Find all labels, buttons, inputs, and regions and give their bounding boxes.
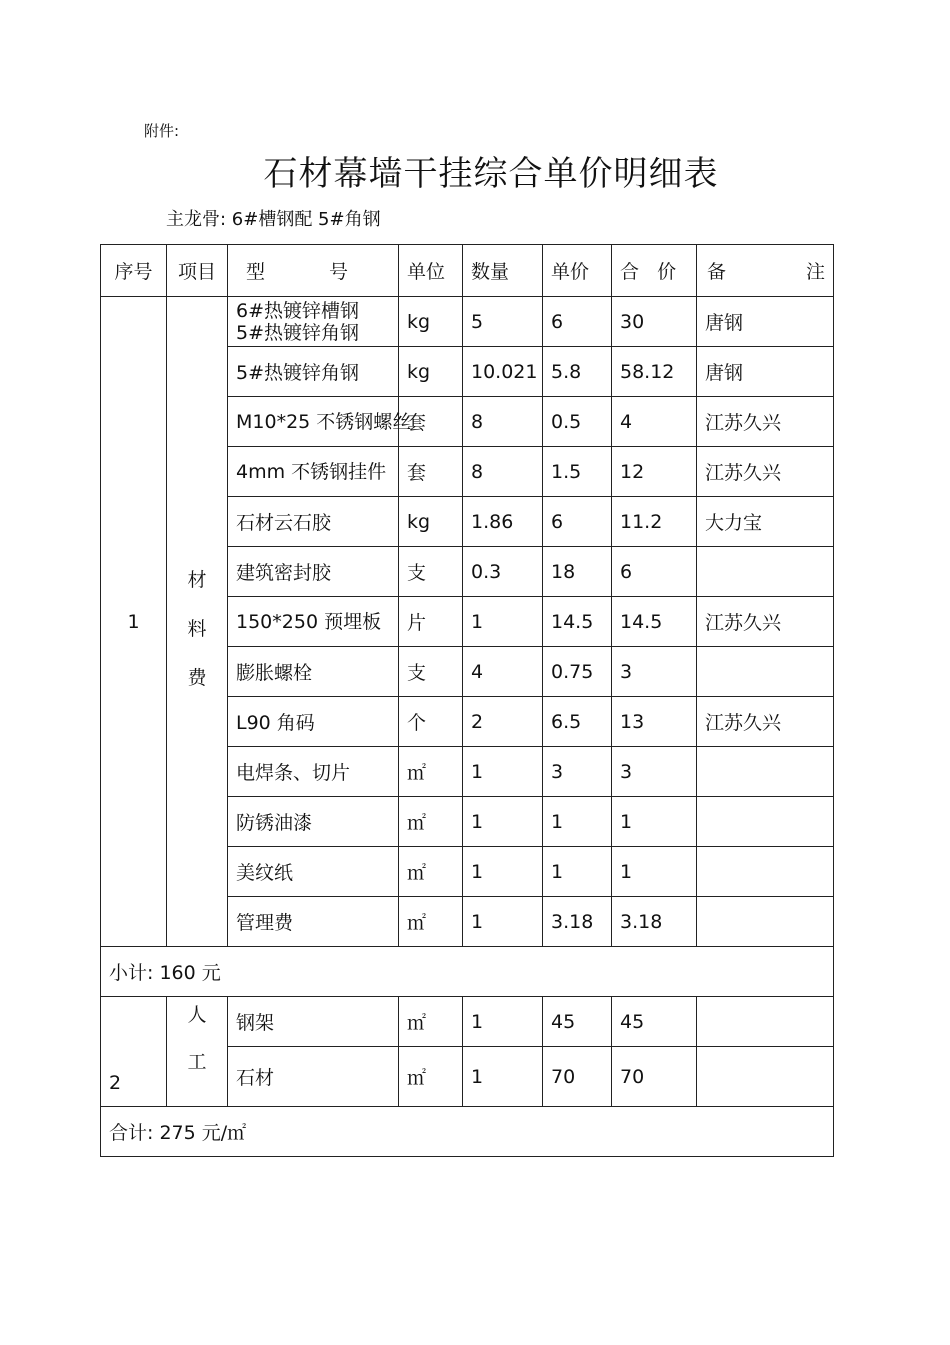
model-cell [228, 297, 399, 347]
item-char: 料 [187, 618, 207, 640]
qty-cell: 1 [463, 597, 543, 647]
qty-cell: 1 [463, 797, 543, 847]
remark-cell [697, 997, 834, 1047]
item-char: 人 [187, 1003, 207, 1026]
attachment-label: 附件: [144, 122, 180, 140]
price-cell: 70 [543, 1047, 612, 1107]
unit-cell [399, 397, 463, 447]
model-line: 电焊条、切片 [236, 762, 351, 784]
model-line: 美纹纸 [236, 862, 294, 884]
qty-cell: 4 [463, 647, 543, 697]
price-cell: 6.5 [543, 697, 612, 747]
subtotal-cell: 小计: 160 元 [101, 947, 834, 997]
item-cell [167, 297, 228, 947]
qty-cell: 1 [463, 747, 543, 797]
model-line: 6#热镀锌槽钢 [236, 299, 360, 322]
table-row [101, 997, 834, 1047]
unit-cell [399, 997, 463, 1047]
model-cell [228, 397, 412, 447]
total-cell: 1 [612, 847, 697, 897]
qty-cell: 2 [463, 697, 543, 747]
model-cell [228, 1047, 399, 1107]
header-item: 项目 [167, 245, 228, 297]
remark-cell: 大力宝 [697, 497, 834, 547]
model-cell [228, 897, 399, 947]
total-cell: 70 [612, 1047, 697, 1107]
header-model [228, 245, 399, 297]
price-table [100, 244, 834, 1157]
unit-cell [399, 847, 463, 897]
qty-cell: 1 [463, 847, 543, 897]
price-cell: 6 [543, 297, 612, 347]
header-total-b: 价 [657, 261, 677, 283]
model-cell [228, 747, 399, 797]
model-cell [228, 797, 399, 847]
unit-cell [399, 647, 463, 697]
price-cell: 1.5 [543, 447, 612, 497]
total-cell: 1 [612, 797, 697, 847]
remark-cell: 江苏久兴 [697, 397, 834, 447]
price-cell: 5.8 [543, 347, 612, 397]
subtotal-row [101, 947, 834, 997]
remark-cell: 唐钢 [697, 297, 834, 347]
unit-value: 支 [407, 662, 427, 684]
qty-cell: 8 [463, 447, 543, 497]
unit-value: ㎡ [407, 812, 427, 834]
total-cell: 14.5 [612, 597, 697, 647]
remark-cell [697, 897, 834, 947]
model-cell [228, 597, 399, 647]
model-line: 防锈油漆 [236, 812, 313, 834]
header-remark-a: 备 [707, 261, 727, 283]
model-cell [228, 997, 399, 1047]
item-char: 材 [187, 569, 207, 591]
price-cell: 1 [543, 797, 612, 847]
price-cell: 18 [543, 547, 612, 597]
model-line: 管理费 [236, 912, 294, 934]
price-cell: 0.75 [543, 647, 612, 697]
unit-cell [399, 747, 463, 797]
price-cell: 1 [543, 847, 612, 897]
total-cell: 45 [612, 997, 697, 1047]
total-cell: 3 [612, 647, 697, 697]
seq-cell: 2 [101, 997, 167, 1107]
remark-cell [697, 1047, 834, 1107]
total-cell: 58.12 [612, 347, 697, 397]
unit-cell [399, 697, 463, 747]
total-cell: 4 [612, 397, 697, 447]
total-cell: 30 [612, 297, 697, 347]
remark-cell: 唐钢 [697, 347, 834, 397]
header-model-a: 型 [246, 261, 266, 283]
total-cell: 11.2 [612, 497, 697, 547]
remark-cell: 江苏久兴 [697, 447, 834, 497]
model-cell [228, 847, 399, 897]
item-char: 费 [187, 667, 207, 689]
unit-cell [399, 797, 463, 847]
qty-cell: 8 [463, 397, 543, 447]
unit-cell [399, 1047, 463, 1107]
qty-cell: 1 [463, 1047, 543, 1107]
unit-value: ㎡ [407, 1067, 427, 1089]
model-cell [228, 647, 399, 697]
price-cell: 45 [543, 997, 612, 1047]
qty-cell: 0.3 [463, 547, 543, 597]
unit-cell [399, 547, 463, 597]
header-total [612, 245, 697, 297]
qty-cell: 1 [463, 997, 543, 1047]
model-line: 石材 [236, 1067, 275, 1089]
unit-value: ㎡ [407, 762, 427, 784]
unit-cell [399, 597, 463, 647]
table-row [101, 297, 834, 347]
unit-cell [399, 347, 463, 397]
header-qty: 数量 [463, 245, 543, 297]
item-label [175, 565, 219, 690]
item-char: 工 [187, 1050, 207, 1073]
model-line: L90 角码 [236, 712, 315, 734]
unit-value: kg [407, 360, 431, 383]
remark-cell: 江苏久兴 [697, 697, 834, 747]
unit-cell [399, 897, 463, 947]
header-seq: 序号 [101, 245, 167, 297]
total-cell: 3.18 [612, 897, 697, 947]
unit-value: 套 [407, 412, 427, 434]
header-total-a: 合 [620, 261, 640, 283]
grand-total-cell: 合计: 275 元/㎡ [101, 1107, 834, 1157]
total-cell: 6 [612, 547, 697, 597]
unit-value: kg [407, 510, 431, 533]
model-line: 钢架 [236, 1012, 275, 1034]
qty-cell: 10.021 [463, 347, 543, 397]
seq-cell: 1 [101, 297, 167, 947]
item-cell [167, 997, 228, 1107]
model-line: 4mm 不锈钢挂件 [236, 460, 387, 483]
model-cell [228, 547, 399, 597]
model-cell [228, 347, 399, 397]
model-line: 5#热镀锌角钢 [236, 362, 360, 384]
qty-cell: 5 [463, 297, 543, 347]
remark-cell [697, 547, 834, 597]
header-row [101, 245, 834, 297]
unit-cell [399, 497, 463, 547]
unit-value: ㎡ [407, 1012, 427, 1034]
model-line: 膨胀螺栓 [236, 662, 313, 684]
unit-value: ㎡ [407, 912, 427, 934]
unit-value: ㎡ [407, 862, 427, 884]
page-title: 石材幕墙干挂综合单价明细表 [263, 154, 719, 194]
qty-cell: 1 [463, 897, 543, 947]
total-cell: 12 [612, 447, 697, 497]
remark-cell [697, 847, 834, 897]
total-cell: 13 [612, 697, 697, 747]
unit-value: 个 [407, 712, 427, 734]
item-label [175, 1000, 219, 1104]
price-cell: 0.5 [543, 397, 612, 447]
unit-value: kg [407, 310, 431, 333]
total-cell: 3 [612, 747, 697, 797]
unit-cell [399, 297, 463, 347]
remark-cell [697, 647, 834, 697]
unit-value: 套 [407, 462, 427, 484]
model-line: 5#热镀锌角钢 [236, 321, 360, 344]
remark-cell [697, 797, 834, 847]
header-unit: 单位 [399, 245, 463, 297]
model-line: M10*25 不锈钢螺丝 [236, 410, 412, 433]
model-line: 建筑密封胶 [236, 562, 332, 584]
remark-cell: 江苏久兴 [697, 597, 834, 647]
price-cell: 14.5 [543, 597, 612, 647]
model-cell [228, 697, 399, 747]
grand-total-row [101, 1107, 834, 1157]
unit-value: 片 [407, 612, 427, 634]
header-price: 单价 [543, 245, 612, 297]
subtitle: 主龙骨: 6#槽钢配 5#角钢 [166, 209, 381, 230]
header-remark-b: 注 [805, 261, 825, 283]
unit-cell [399, 447, 463, 497]
model-line: 石材云石胶 [236, 512, 332, 534]
header-model-b: 号 [328, 261, 348, 283]
remark-cell [697, 747, 834, 797]
model-cell [228, 447, 399, 497]
price-cell: 6 [543, 497, 612, 547]
price-cell: 3.18 [543, 897, 612, 947]
qty-cell: 1.86 [463, 497, 543, 547]
header-remark [697, 245, 834, 297]
price-cell: 3 [543, 747, 612, 797]
model-cell [228, 497, 399, 547]
model-line: 150*250 预埋板 [236, 610, 382, 633]
unit-value: 支 [407, 562, 427, 584]
